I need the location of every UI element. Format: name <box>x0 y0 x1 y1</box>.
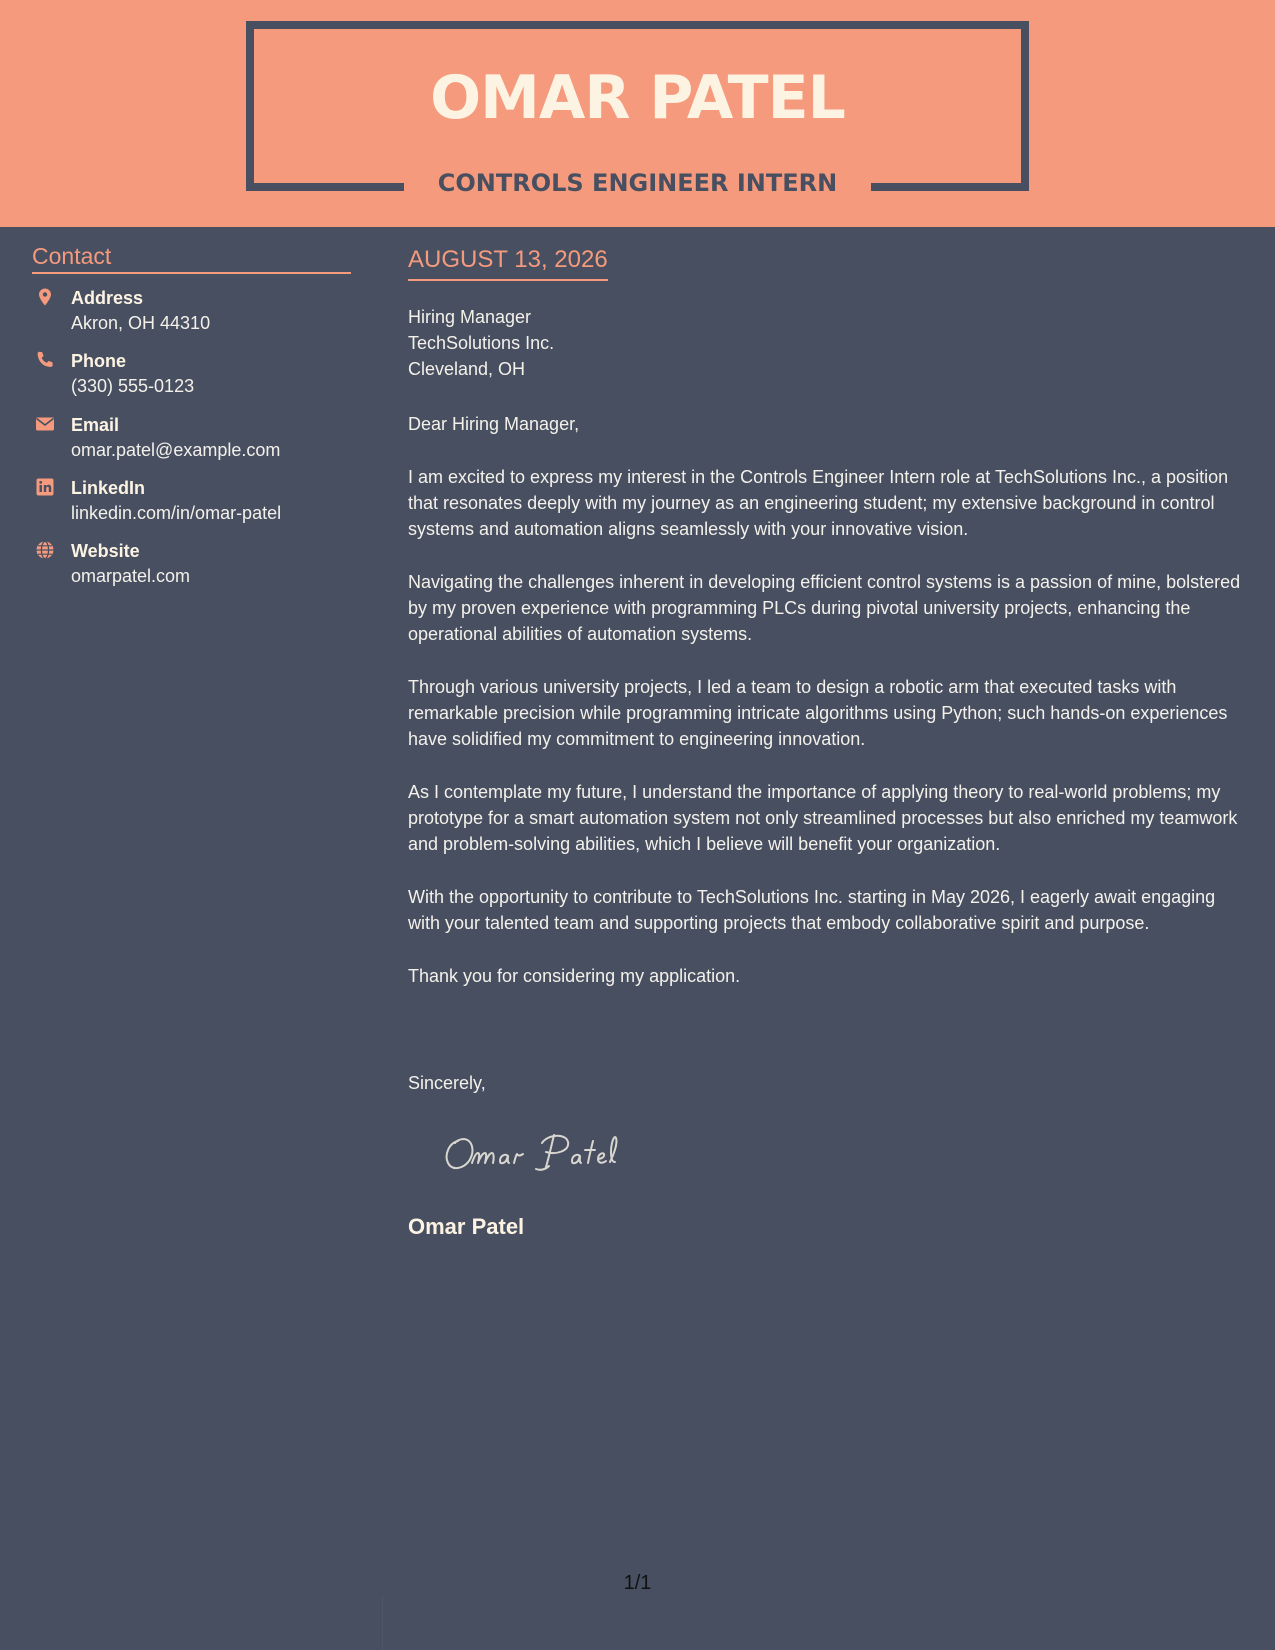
body-paragraph: Through various university projects, I led a team to design a robotic arm that executed tasks with remarkable precision while programming intricate algorithms using Python; such hands-on experiences have solidified my commitment to engineering innovation. <box>408 677 1228 749</box>
letter-date: AUGUST 13, 2026 <box>408 245 608 281</box>
contact-label: Address <box>71 288 144 308</box>
body-paragraph: I am excited to express my interest in the Controls Engineer Intern role at TechSolutions Inc., a position that resonates deeply with my journey as an engineering student; my extensive background in control systems and automation aligns seamlessly with your innovative vision. <box>408 467 1229 539</box>
recipient-block <box>408 304 554 382</box>
globe-icon <box>35 540 55 560</box>
column-divider <box>382 1595 383 1650</box>
contact-item-address <box>32 286 362 340</box>
recipient-line: TechSolutions Inc. <box>408 333 555 353</box>
phone-value: (330) 555-0123 <box>71 376 195 396</box>
body-paragraph: With the opportunity to contribute to TechSolutions Inc. starting in May 2026, I eagerly await engaging with your talented team and supporting projects that embody collaborative spirit and purpose. <box>408 887 1216 933</box>
closing: Sincerely, <box>408 1073 486 1093</box>
body-paragraph: Navigating the challenges inherent in developing efficient control systems is a passion of mine, bolstered by my proven experience with programming PLCs during pivotal university projects, enhancing the operational abilities of automation systems. <box>408 572 1241 644</box>
page-number: 1/1 <box>623 1572 652 1594</box>
thank-you-paragraph: Thank you for considering my application. <box>408 966 741 986</box>
recipient-line: Cleveland, OH <box>408 359 526 379</box>
contact-item-phone <box>32 349 362 403</box>
body-paragraph: As I contemplate my future, I understand the importance of applying theory to real-world problems; my prototype for a smart automation system not only streamlined processes but also enriched my teamwork and problem-solving abilities, which I believe will benefit your organization. <box>408 782 1238 854</box>
applicant-name: OMAR PATEL <box>430 63 845 133</box>
address-value: Akron, OH 44310 <box>71 313 211 333</box>
signer-name: Omar Patel <box>408 1214 525 1239</box>
contact-item-website <box>32 539 362 593</box>
letter-body <box>408 411 1243 1016</box>
contact-label: Phone <box>71 351 127 371</box>
recipient-line: Hiring Manager <box>408 307 532 327</box>
contact-label: Email <box>71 415 120 435</box>
contact-label: LinkedIn <box>71 478 146 498</box>
phone-icon <box>35 350 55 370</box>
map-pin-icon <box>35 287 55 307</box>
contact-heading: Contact <box>32 241 351 274</box>
email-value[interactable]: omar.patel@example.com <box>71 440 281 460</box>
website-value[interactable]: omarpatel.com <box>71 566 191 586</box>
linkedin-value[interactable]: linkedin.com/in/omar-patel <box>71 503 282 523</box>
envelope-icon <box>35 414 55 434</box>
job-title: CONTROLS ENGINEER INTERN <box>437 169 838 197</box>
linkedin-icon <box>35 477 55 497</box>
header-band <box>0 0 1275 227</box>
salutation: Dear Hiring Manager, <box>408 414 580 434</box>
contact-label: Website <box>71 541 140 561</box>
contact-item-email <box>32 413 362 467</box>
contact-item-linkedin <box>32 476 362 530</box>
handwritten-signature <box>438 1123 658 1183</box>
